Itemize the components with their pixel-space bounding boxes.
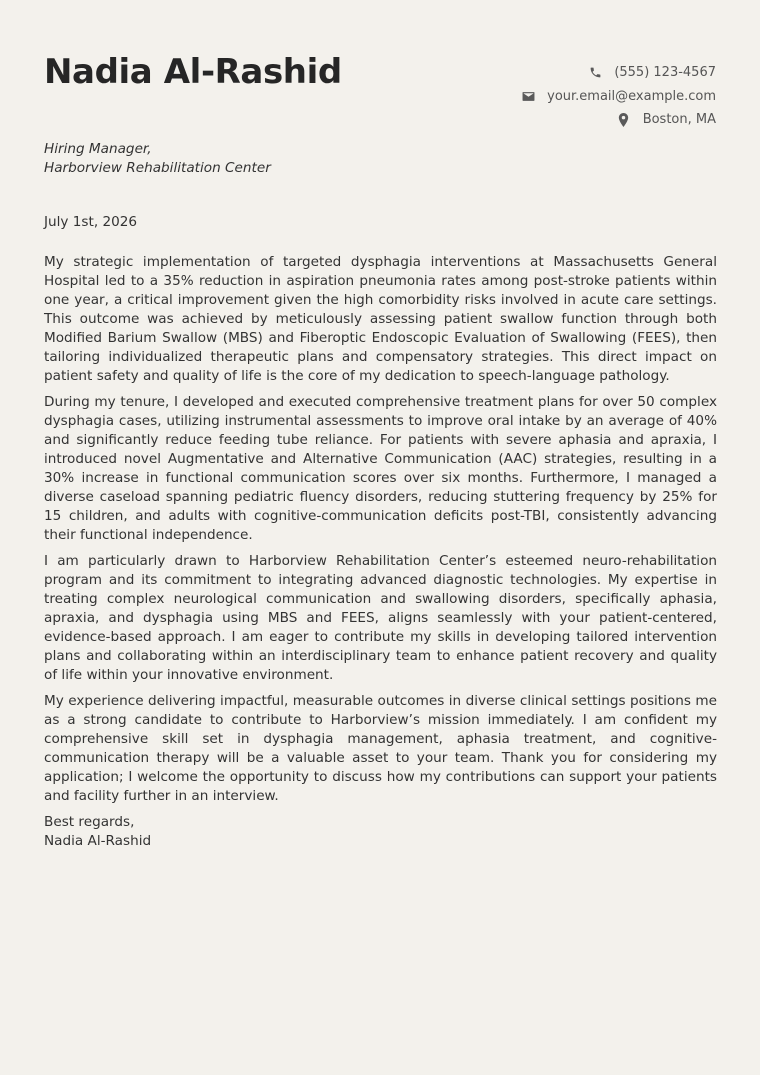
contact-info xyxy=(521,61,716,132)
letter-body xyxy=(44,253,717,851)
closing-text: Best regards, xyxy=(44,814,135,830)
contact-email xyxy=(521,85,716,109)
email-icon xyxy=(521,89,535,103)
body-paragraph: My experience delivering impactful, measurable outcomes in diverse clinical settings positions me as a strong candidate to contribute to Harborview’s mission immediately. I am confident my comprehensive skill set in dysphagia management, aphasia treatment, and cognitive-communication therapy will be a valuable asset to your team. Thank you for considering my application; I welcome the opportunity to discuss how my contributions can support your patients and facility further in an interview. xyxy=(44,693,717,804)
contact-location xyxy=(521,108,716,132)
body-paragraph: I am particularly drawn to Harborview Rehabilitation Center’s esteemed neuro-rehabilitation program and its commitment to integrating advanced diagnostic technologies. My expertise in treating complex neurological communication and swallowing disorders, specifically aphasia, apraxia, and dysphagia using MBS and FEES, aligns seamlessly with your patient-centered, evidence-based approach. I am eager to contribute my skills in developing tailored intervention plans and collaborating within an interdisciplinary team to enhance patient recovery and quality of life within your innovative environment. xyxy=(44,553,717,683)
recipient-block xyxy=(44,140,271,178)
applicant-name: Nadia Al-Rashid xyxy=(44,52,342,92)
signature-name: Nadia Al-Rashid xyxy=(44,833,152,849)
location-text: Boston, MA xyxy=(642,112,716,128)
recipient-organization: Harborview Rehabilitation Center xyxy=(44,160,271,176)
recipient-title: Hiring Manager, xyxy=(44,141,152,157)
letter-date: July 1st, 2026 xyxy=(44,214,138,230)
contact-phone xyxy=(521,61,716,85)
phone-icon xyxy=(588,66,602,80)
body-paragraph: My strategic implementation of targeted dysphagia interventions at Massachusetts General Hospital led to a 35% reduction in aspiration pneumonia rates among post-stroke patients within one year, a critical improvement given the high comorbidity risks involved in acute care settings. This outcome was achieved by meticulously assessing patient swallow function through both Modified Barium Swallow (MBS) and Fiberoptic Endoscopic Evaluation of Swallowing (FEES), then tailoring individualized therapeutic plans and compensatory strategies. This direct impact on patient safety and quality of life is the core of my dedication to speech-language pathology. xyxy=(44,254,717,384)
phone-text: (555) 123-4567 xyxy=(614,65,716,81)
email-text: your.email@example.com xyxy=(547,88,716,104)
signoff-block xyxy=(44,813,717,851)
location-icon xyxy=(617,113,631,127)
body-paragraph: During my tenure, I developed and executed comprehensive treatment plans for over 50 complex dysphagia cases, utilizing instrumental assessments to improve oral intake by an average of 40% and significantly reduce feeding tube reliance. For patients with severe aphasia and apraxia, I introduced novel Augmentative and Alternative Communication (AAC) strategies, resulting in a 30% increase in functional communication scores over six months. Furthermore, I managed a diverse caseload spanning pediatric fluency disorders, reducing stuttering frequency by 25% for 15 children, and adults with cognitive-communication deficits post-TBI, consistently advancing their functional independence. xyxy=(44,394,717,543)
